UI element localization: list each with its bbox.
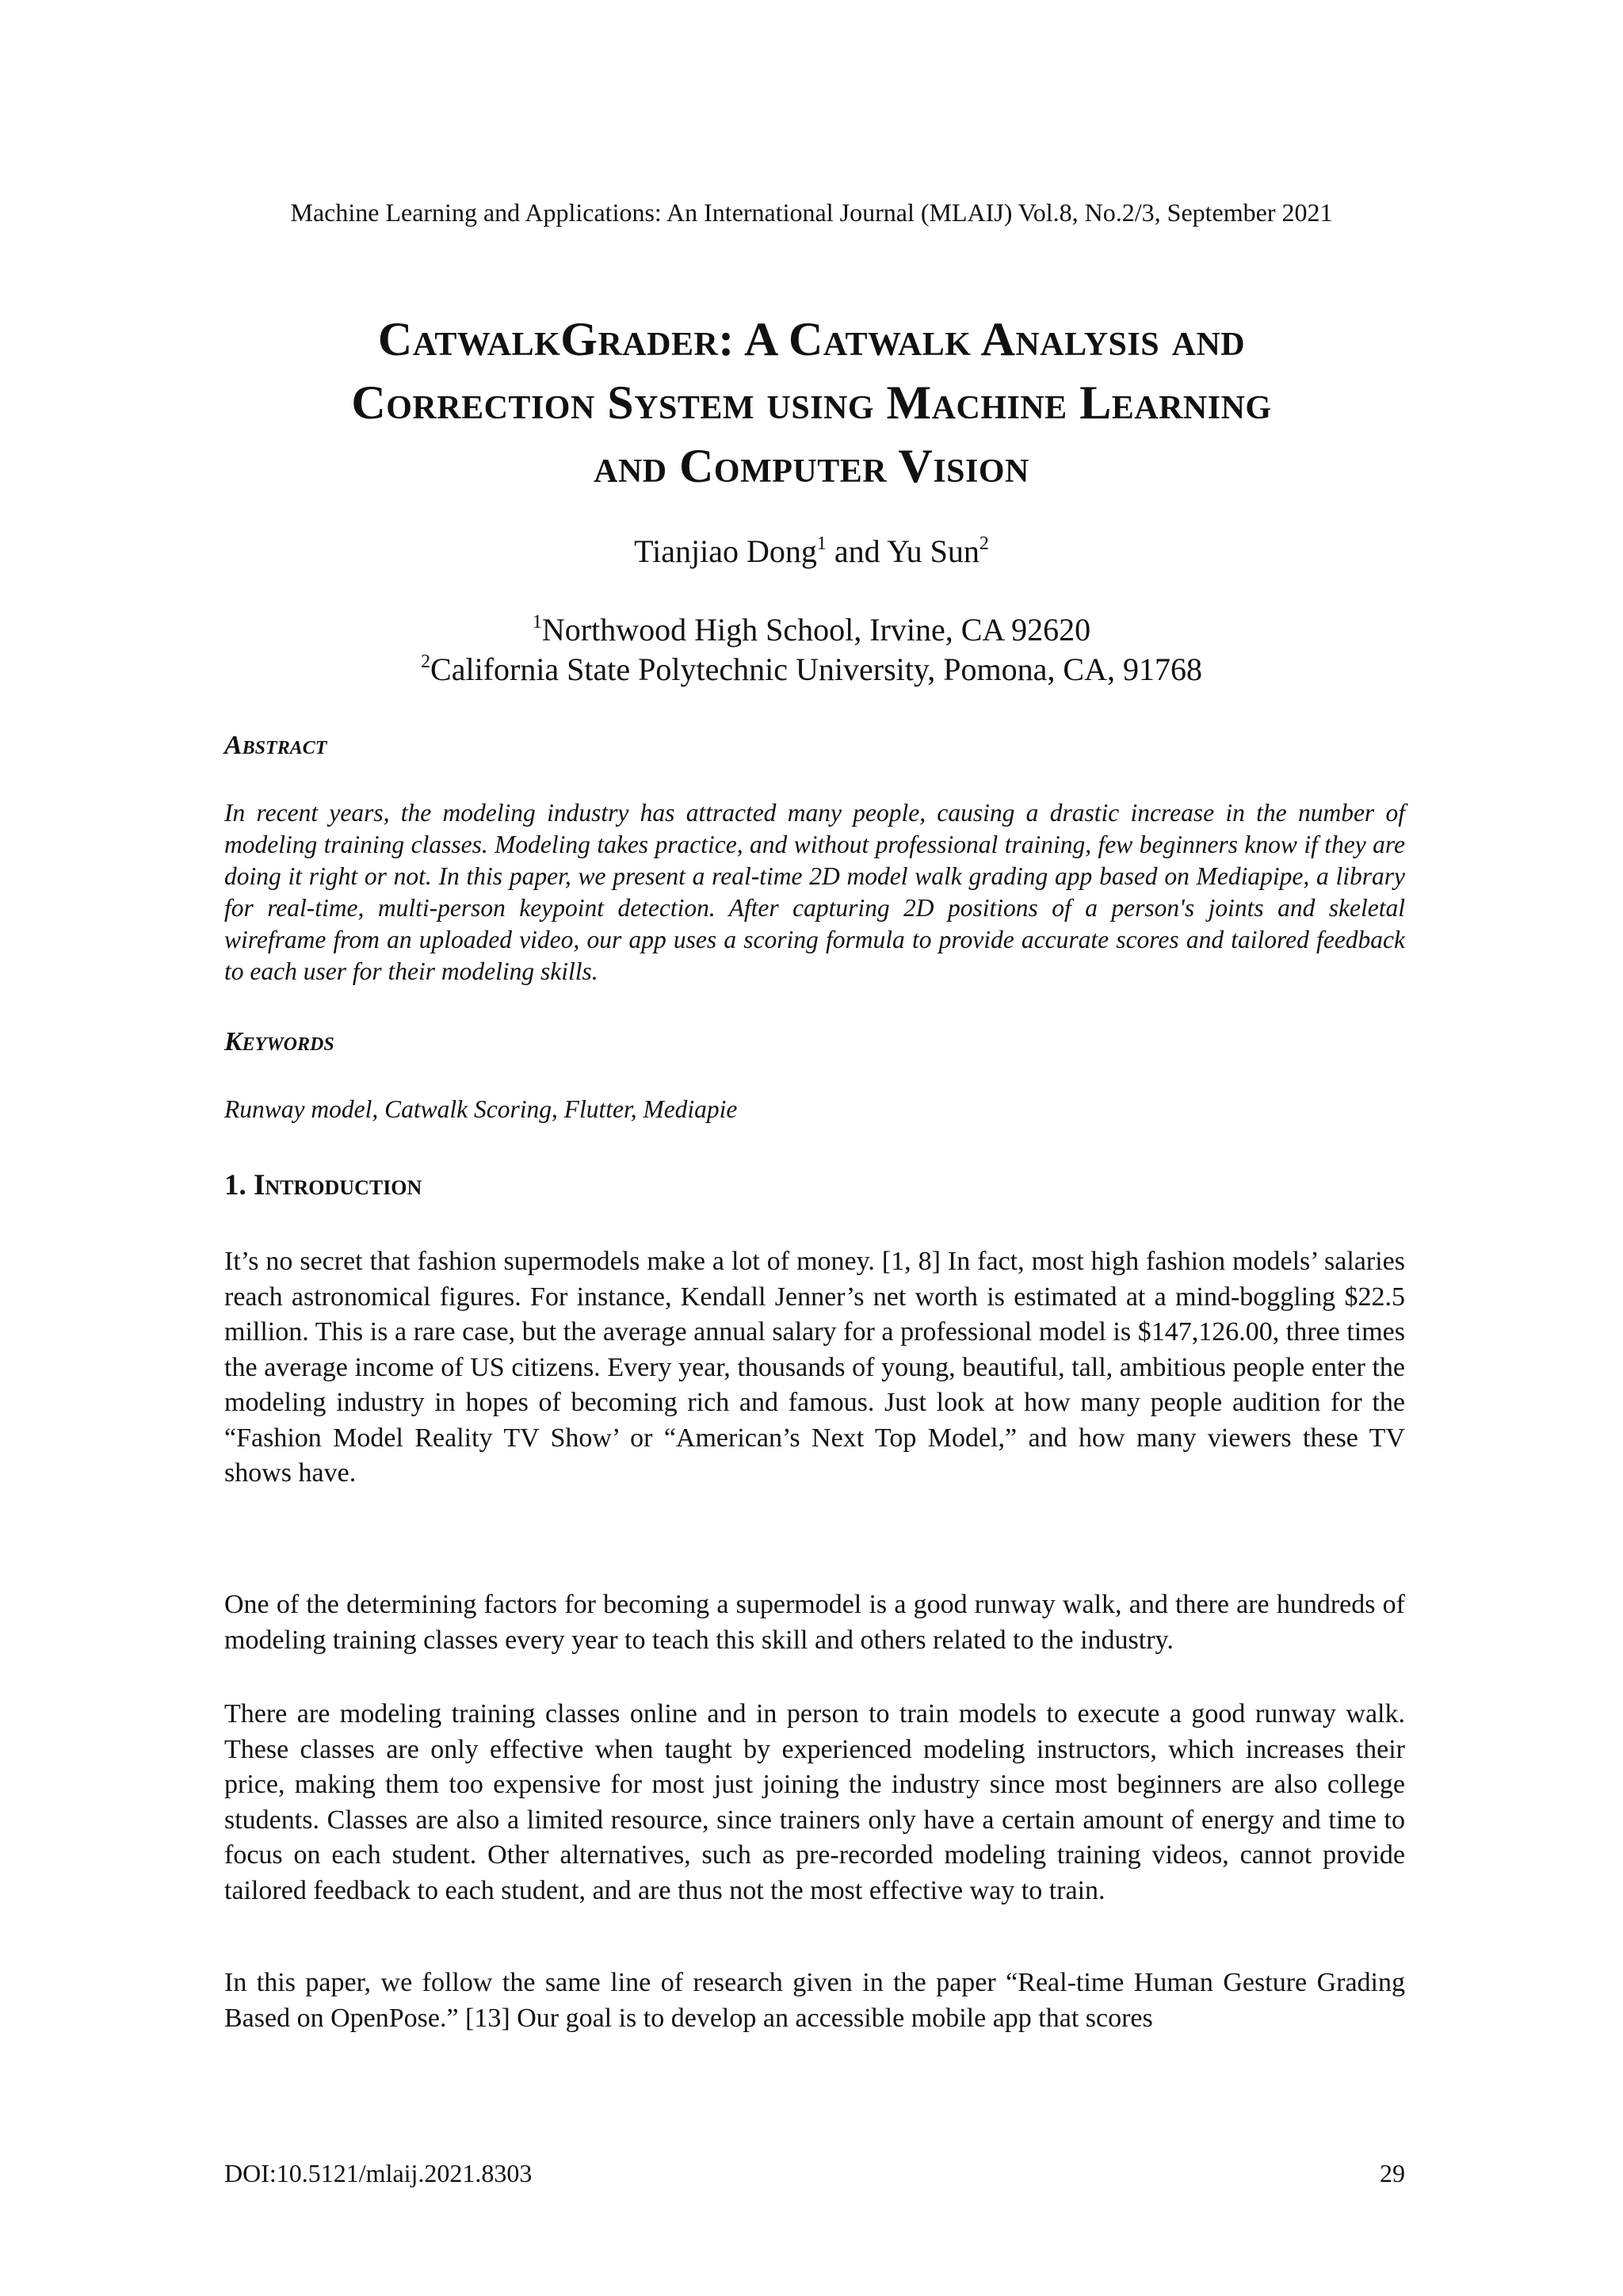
paper-title [143, 308, 1480, 498]
author-2-name: Yu Sun [887, 533, 980, 569]
author-line [0, 533, 1623, 571]
introduction-heading: 1. Introduction [224, 1169, 422, 1201]
affiliation-2-text: California State Polytechnic University, Pomona, CA, 91768 [430, 651, 1202, 687]
intro-paragraph-4: In this paper, we follow the same line of research given in the paper “Real-time Human Gesture Grading Based on OpenPose.” [13] Our goal is to develop an accessible mobile app that scores [224, 1968, 1405, 2033]
abstract-text: In recent years, the modeling industry has attracted many people, causing a drastic increase in the number of modeling training classes. Modeling takes practice, and without professional training, few beginners know if they are doing it right or not. In this paper, we present a real-time 2D model walk grading app based on Mediapipe, a library for real-time, multi-person keypoint detection. After capturing 2D positions of a person's joints and skeletal wireframe from an uploaded video, our app uses a scoring formula to provide accurate scores and tailored feedback to each user for their modeling skills. [224, 799, 1405, 985]
running-header: Machine Learning and Applications: An International Journal (MLAIJ) Vol.8, No.2/3, September 2021 [290, 198, 1333, 227]
intro-paragraph-1: It’s no secret that fashion supermodels make a lot of money. [1, 8] In fact, most high fashion models’ salaries reach astronomical figures. For instance, Kendall Jenner’s net worth is estimated at a mind-boggling $22.5 million. This is a rare case, but the average annual salary for a professional model is $147,126.00, three times the average income of US citizens. Every year, thousands of young, beautiful, tall, ambitious people enter the modeling industry in hopes of becoming rich and famous. Just look at how many people audition for the “Fashion Model Reality TV Show’ or “American’s Next Top Model,” and how many viewers these TV shows have. [224, 1247, 1405, 1488]
affiliation-1-text: Northwood High School, Irvine, CA 92620 [541, 612, 1091, 648]
author-2-affiliation-mark: 2 [979, 533, 989, 554]
abstract-heading: Abstract [224, 731, 327, 760]
footer-doi: DOI:10.5121/mlaij.2021.8303 [224, 2159, 533, 2187]
author-connector: and [826, 533, 888, 569]
intro-paragraph-3: There are modeling training classes online and in person to train models to execute a good runway walk. These classes are only effective when taught by experienced modeling instructors, which increases their price, making them too expensive for most just joining the industry since most beginners are also college students. Classes are also a limited resource, since trainers only have a certain amount of energy and time to focus on each student. Other alternatives, such as pre-recorded modeling training videos, cannot provide tailored feedback to each student, and are thus not the most effective way to train. [224, 1699, 1405, 1905]
author-1-name: Tianjiao Dong [634, 533, 817, 569]
page-number: 29 [1380, 2159, 1405, 2187]
title-line-3: and Computer Vision [594, 440, 1029, 492]
intro-paragraph-2: One of the determining factors for becoming a supermodel is a good runway walk, and there are hundreds of modeling training classes every year to teach this skill and others related to the industry. [224, 1590, 1405, 1655]
keywords-text: Runway model, Catwalk Scoring, Flutter, Mediapie [224, 1095, 738, 1123]
affiliation-1-mark: 1 [532, 611, 542, 632]
affiliation-2-mark: 2 [421, 651, 431, 672]
title-line-1: CatwalkGrader: A Catwalk Analysis and [377, 313, 1246, 365]
keywords-heading: Keywords [224, 1027, 334, 1056]
affiliation-2 [0, 650, 1623, 690]
author-1-affiliation-mark: 1 [816, 533, 827, 554]
title-line-2: Correction System using Machine Learning [351, 376, 1272, 429]
affiliations [0, 610, 1623, 690]
affiliation-1 [0, 610, 1623, 650]
